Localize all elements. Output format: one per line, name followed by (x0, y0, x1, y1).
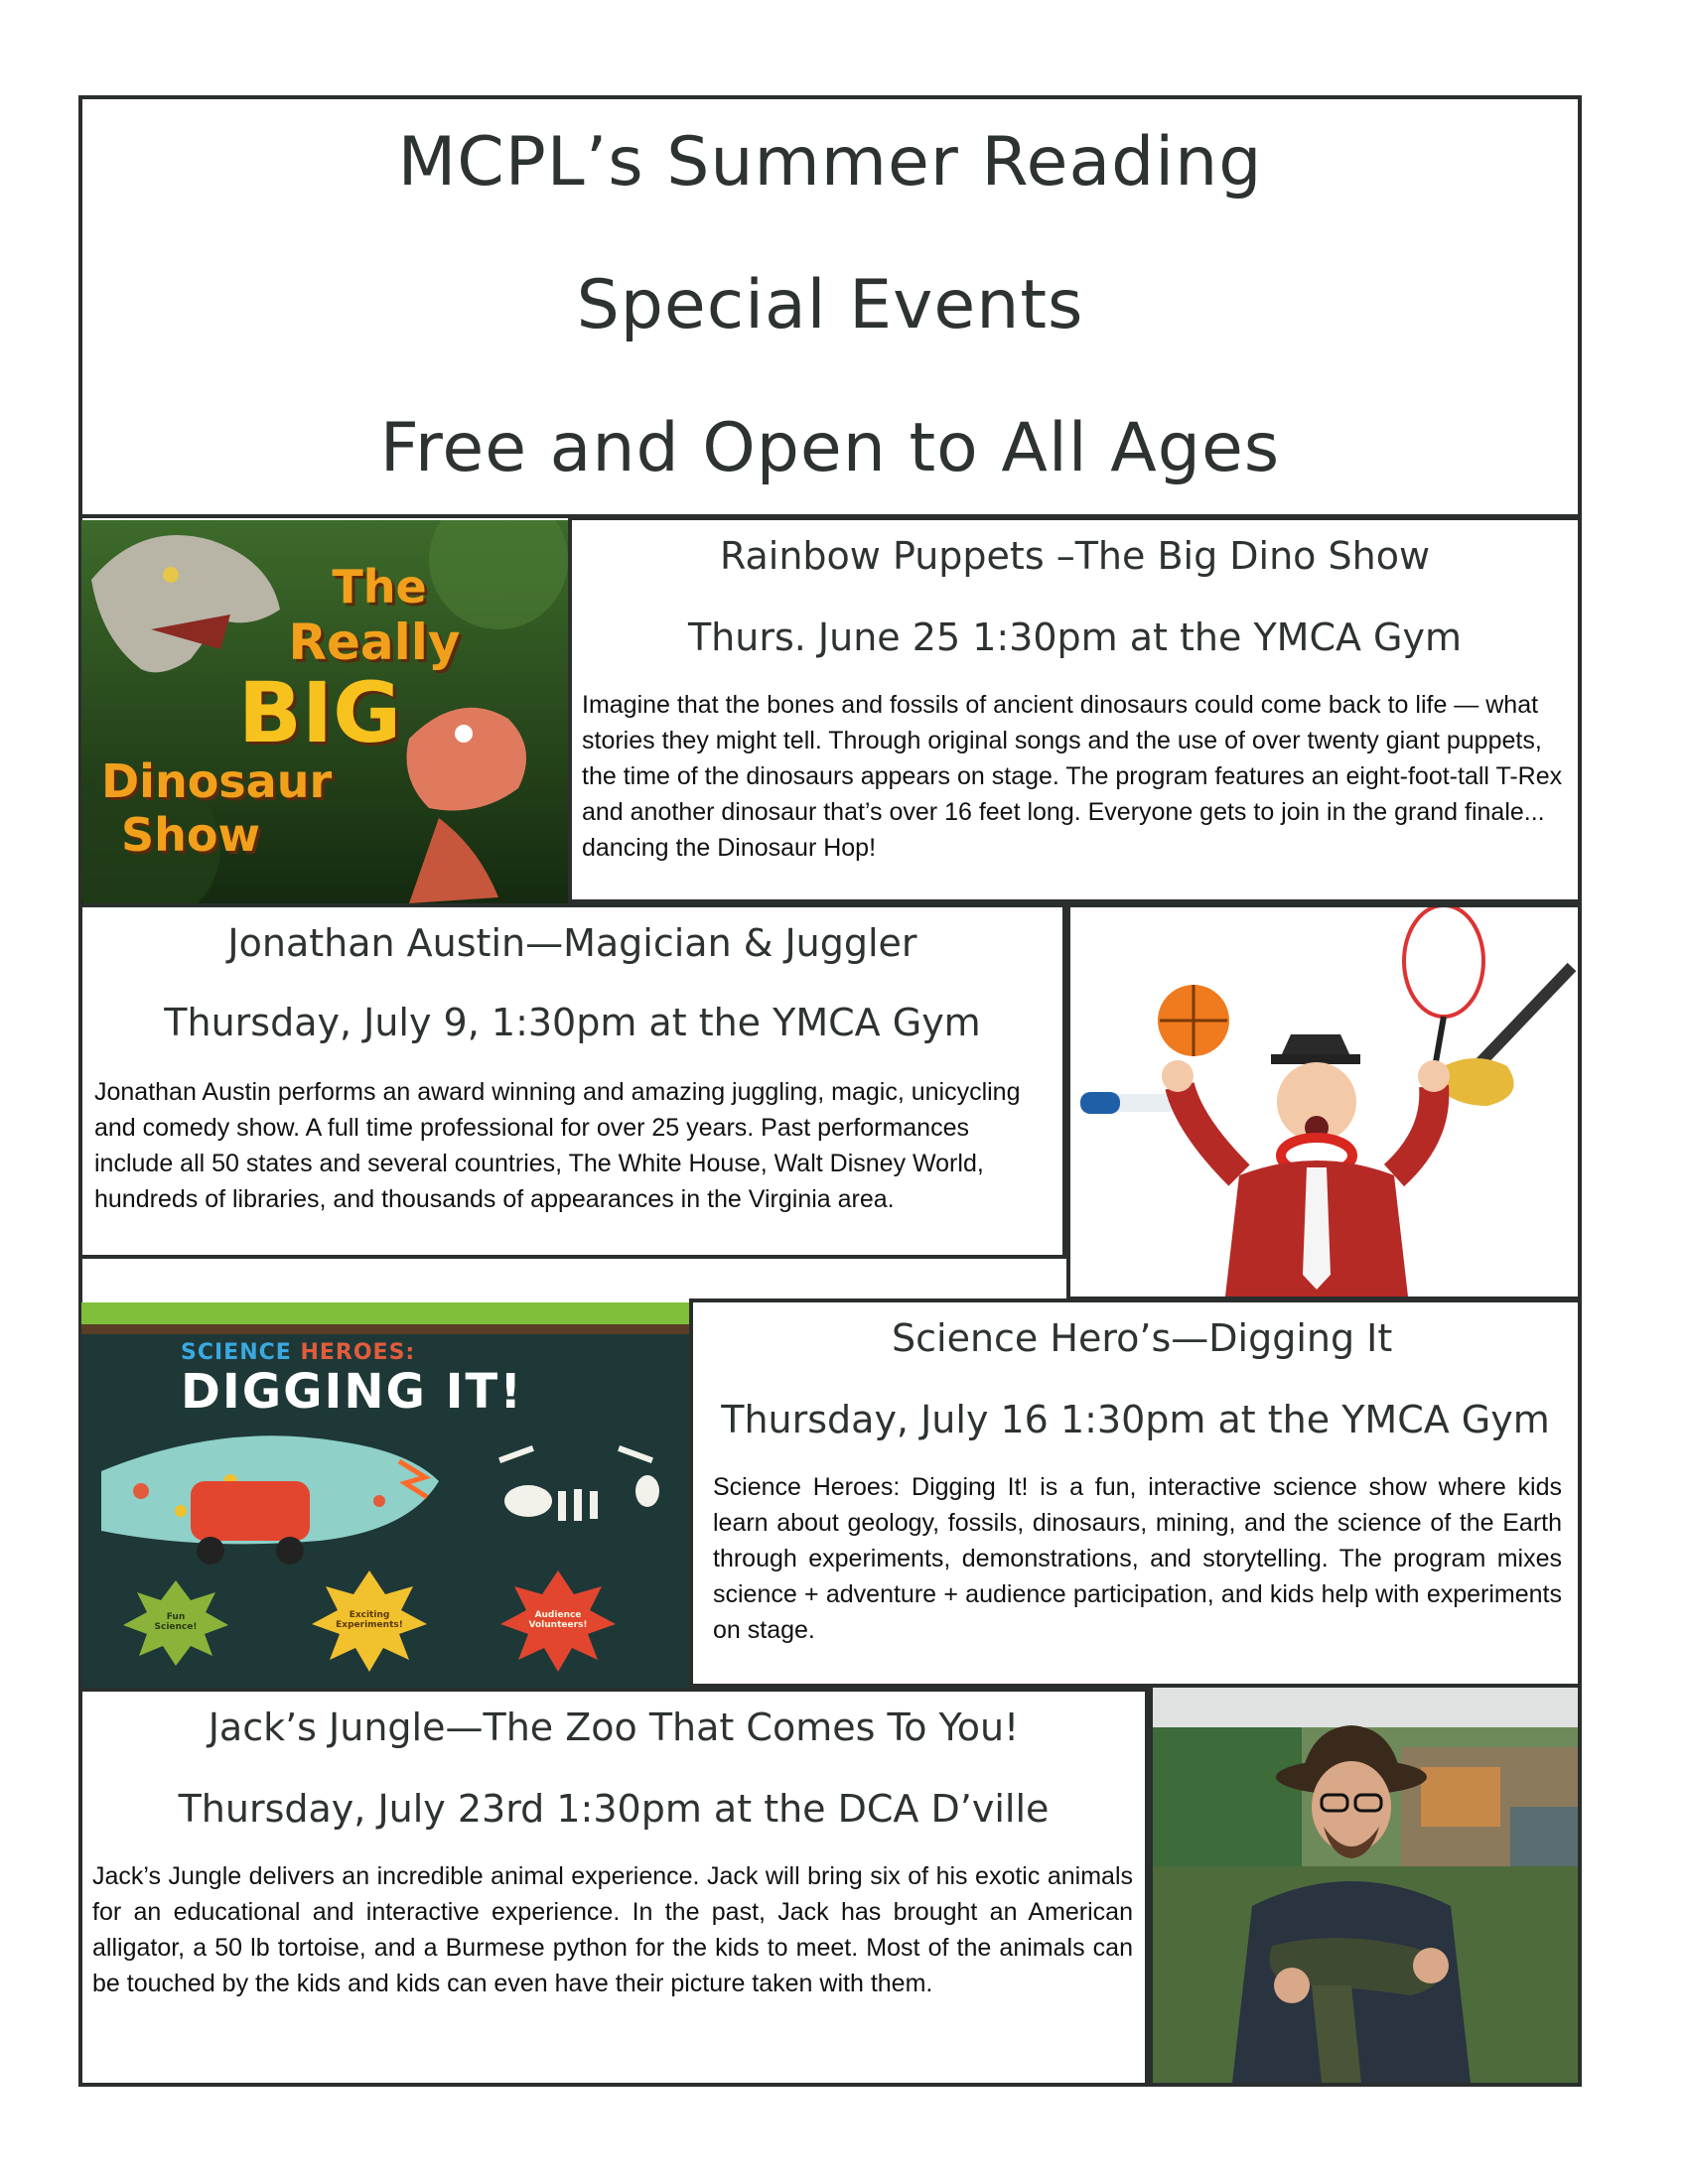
event-4-description: Jack’s Jungle delivers an incredible animal experience. Jack will bring six of his exotic animals for an educational and interactive experience. In the past, Jack has brought an American alligator, a 50 lb tortoise, and a Burmese python for the kids to meet. Most of the animals can be touched by the kids and kids can even have their picture taken with them. (92, 1862, 1133, 1997)
jack-photo-box (1149, 1684, 1582, 2087)
science-heroes-poster (81, 1302, 689, 1688)
dino-poster-line4: Dinosaur (101, 754, 333, 808)
science-poster-kicker-2: HEROES: (300, 1340, 416, 1365)
science-poster-burst-1: Fun Science! (154, 1612, 198, 1632)
event-1-title: Rainbow Puppets –The Big Dino Show (719, 534, 1431, 578)
event-1-box (568, 516, 1582, 903)
event-2-box (78, 903, 1066, 1259)
science-poster-burst-3: Audience Volunteers! (528, 1610, 588, 1630)
event-1-description: Imagine that the bones and fossils of ancient dinosaurs could come back to life — what stories they might tell. Through original songs and the use of over twenty giant puppets, the time of the dinosaurs appears on stage. The program features an eight-foot-tall T-Rex and another dinosaur that’s over 16 feet long. Everyone gets to join in the grand finale... dancing the Dinosaur Hop! (582, 691, 1563, 862)
dino-poster-line1: The (332, 560, 427, 614)
dino-poster-line5: Show (121, 808, 260, 862)
header-box (78, 95, 1582, 518)
event-2-date: Thursday, July 9, 1:30pm at the YMCA Gym (164, 1001, 981, 1044)
jack-photo (1153, 1688, 1578, 2083)
dino-poster-line2: Really (288, 614, 461, 671)
event-2-description: Jonathan Austin performs an award winning and amazing juggling, magic, unicycling and comedy show. A full time professional for over 25 years. Past performances include all 50 states and several countries, The White House, Walt Disney World, hundreds of libraries, and thousands of appearances in the Virginia area. (94, 1078, 1021, 1213)
event-4-title: Jack’s Jungle—The Zoo That Comes To You! (208, 1706, 1020, 1749)
science-poster-kicker-1: SCIENCE (181, 1340, 292, 1365)
event-2-title: Jonathan Austin—Magician & Juggler (227, 921, 917, 965)
event-3-date: Thursday, July 16 1:30pm at the YMCA Gym (721, 1398, 1550, 1441)
science-poster-kicker (181, 1340, 415, 1365)
event-3-title: Science Hero’s—Digging It (892, 1316, 1393, 1360)
header-line-3: Free and Open to All Ages (379, 409, 1281, 487)
juggler-photo-box (1066, 903, 1582, 1300)
header-line-2: Special Events (576, 266, 1084, 344)
event-4-box (78, 1688, 1149, 2087)
event-3-box (689, 1298, 1582, 1688)
science-poster-burst-2: Exciting Experiments! (336, 1610, 403, 1630)
science-poster-headline: DIGGING IT! (181, 1364, 524, 1420)
dino-show-poster (81, 520, 568, 903)
event-4-date: Thursday, July 23rd 1:30pm at the DCA D’ville (178, 1787, 1050, 1831)
dino-poster-title (101, 560, 538, 862)
dino-poster-line3: BIG (237, 664, 402, 761)
event-1-date: Thurs. June 25 1:30pm at the YMCA Gym (687, 615, 1463, 659)
event-3-description: Science Heroes: Digging It! is a fun, interactive science show where kids learn about geology, fossils, dinosaurs, mining, and the science of the Earth through experiments, demonstrations, and storytelling. The program mixes science + adventure + audience participation, and kids help with experiments on stage. (713, 1473, 1562, 1644)
header-line-1: MCPL’s Summer Reading (397, 123, 1263, 202)
juggler-photo (1070, 907, 1578, 1297)
